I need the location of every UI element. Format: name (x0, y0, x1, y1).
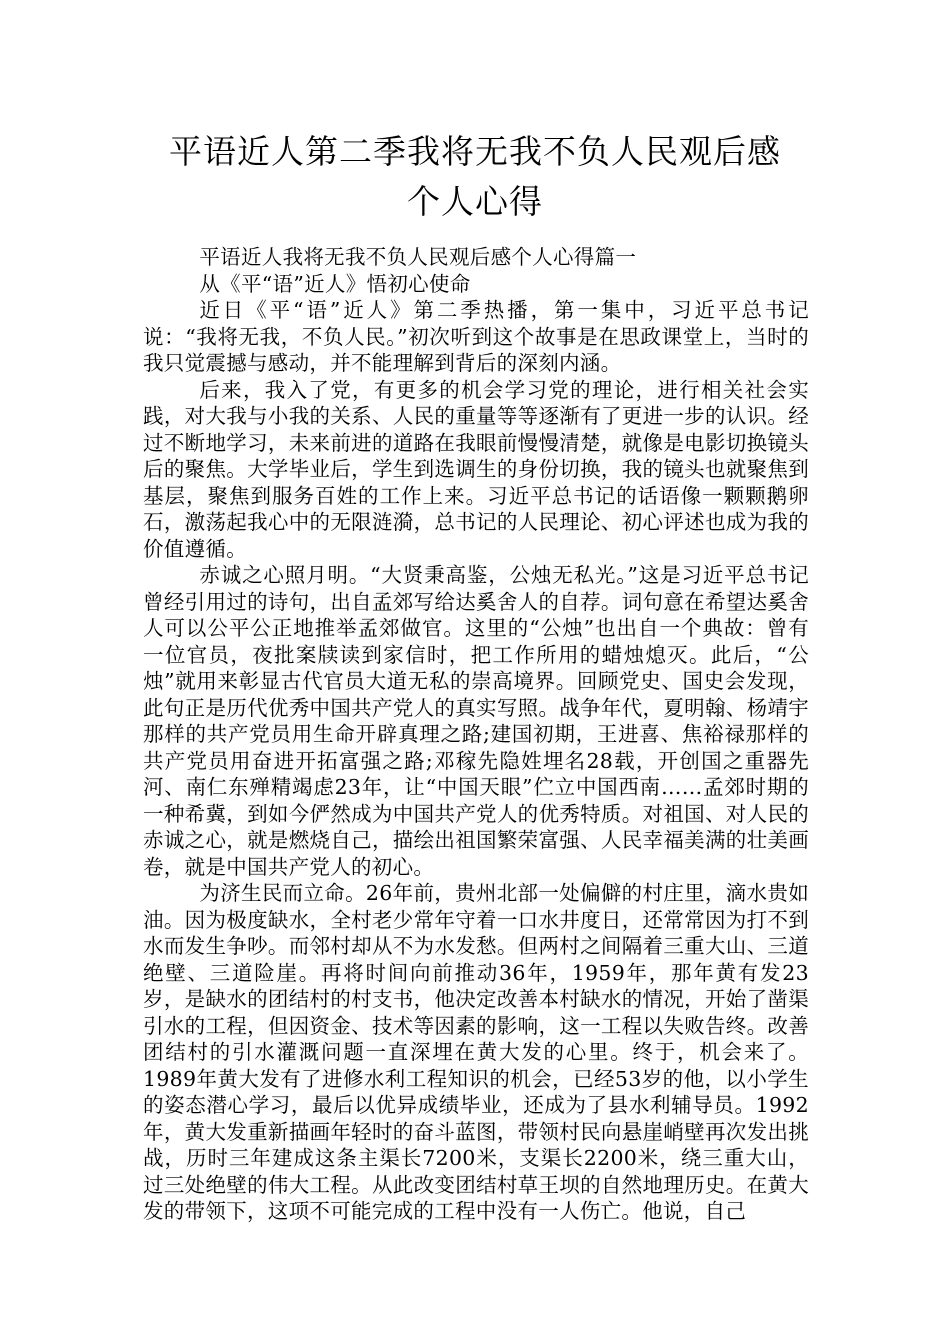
document-title-line-2: 个人心得 (407, 182, 543, 221)
document-body (143, 244, 809, 1225)
paragraph: 赤诚之心照月明。“大贤秉高鉴，公烛无私光。”这是习近平总书记曾经引用过的诗句，出自孟郊写给达奚舍人的自荐。词句意在希望达奚舍人可以公平公正地推举孟郊做官。这里的“公烛”也出自一个典故：曾有一位官员，夜批案牍读到家信时，把工作所用的蜡烛熄灭。此后，“公烛”就用来彰显古代官员大道无私的崇高境界。回顾党史、国史会发现，此句正是历代优秀中国共产党人的真实写照。战争年代，夏明翰、杨靖宇那样的共产党员用生命开辟真理之路;建国初期，王进喜、焦裕禄那样的共产党员用奋进开拓富强之路;邓稼先隐姓埋名28载，开创国之重器先河、南仁东殚精竭虑23年，让“中国天眼”伫立中国西南……孟郊时期的一种希冀，到如今俨然成为中国共产党人的优秀特质。对祖国、对人民的赤诚之心，就是燃烧自己，描绘出祖国繁荣富强、人民幸福美满的壮美画卷，就是中国共产党人的初心。 (143, 563, 809, 879)
document-title-line-1: 平语近人第二季我将无我不负人民观后感 (169, 132, 781, 171)
section-heading: 从《平“语”近人》悟初心使命 (199, 271, 471, 296)
document-subtitle: 平语近人我将无我不负人民观后感个人心得篇一 (199, 245, 637, 269)
paragraph: 近日《平“语”近人》第二季热播，第一集中，习近平总书记说：“我将无我，不负人民。”初次听到这个故事是在思政课堂上，当时的我只觉震撼与感动，并不能理解到背后的深刻内涵。 (143, 298, 809, 375)
paragraph: 为济生民而立命。26年前，贵州北部一处偏僻的村庄里，滴水贵如油。因为极度缺水，全村老少常年守着一口水井度日，还常常因为打不到水而发生争吵。而邻村却从不为水发愁。但两村之间隔着三重大山、三道绝壁、三道险崖。再将时间向前推动36年，1959年，那年黄有发23岁，是缺水的团结村的村支书，他决定改善本村缺水的情况，开始了凿渠引水的工程，但因资金、技术等因素的影响，这一工程以失败告终。改善团结村的引水灌溉问题一直深埋在黄大发的心里。终于，机会来了。1989年黄大发有了进修水利工程知识的机会，已经53岁的他，以小学生的姿态潜心学习，最后以优异成绩毕业，还成为了县水利辅导员。1992年，黄大发重新描画年轻时的奋斗蓝图，带领村民向悬崖峭壁再次发出挑战，历时三年建成这条主渠长7200米，支渠长2200米，绕三重大山，过三处绝壁的伟大工程。从此改变团结村草王坝的自然地理历史。在黄大发的带领下，这项不可能完成的工程中没有一人伤亡。他说，自己 (143, 881, 809, 1223)
paragraph: 后来，我入了党，有更多的机会学习党的理论，进行相关社会实践，对大我与小我的关系、人民的重量等等逐渐有了更进一步的认识。经过不断地学习，未来前进的道路在我眼前慢慢清楚，就像是电影切换镜头后的聚焦。大学毕业后，学生到选调生的身份切换，我的镜头也就聚焦到基层，聚焦到服务百姓的工作上来。习近平总书记的话语像一颗颗鹅卵石，激荡起我心中的无限涟漪，总书记的人民理论、初心评述也成为我的价值遵循。 (143, 377, 809, 561)
